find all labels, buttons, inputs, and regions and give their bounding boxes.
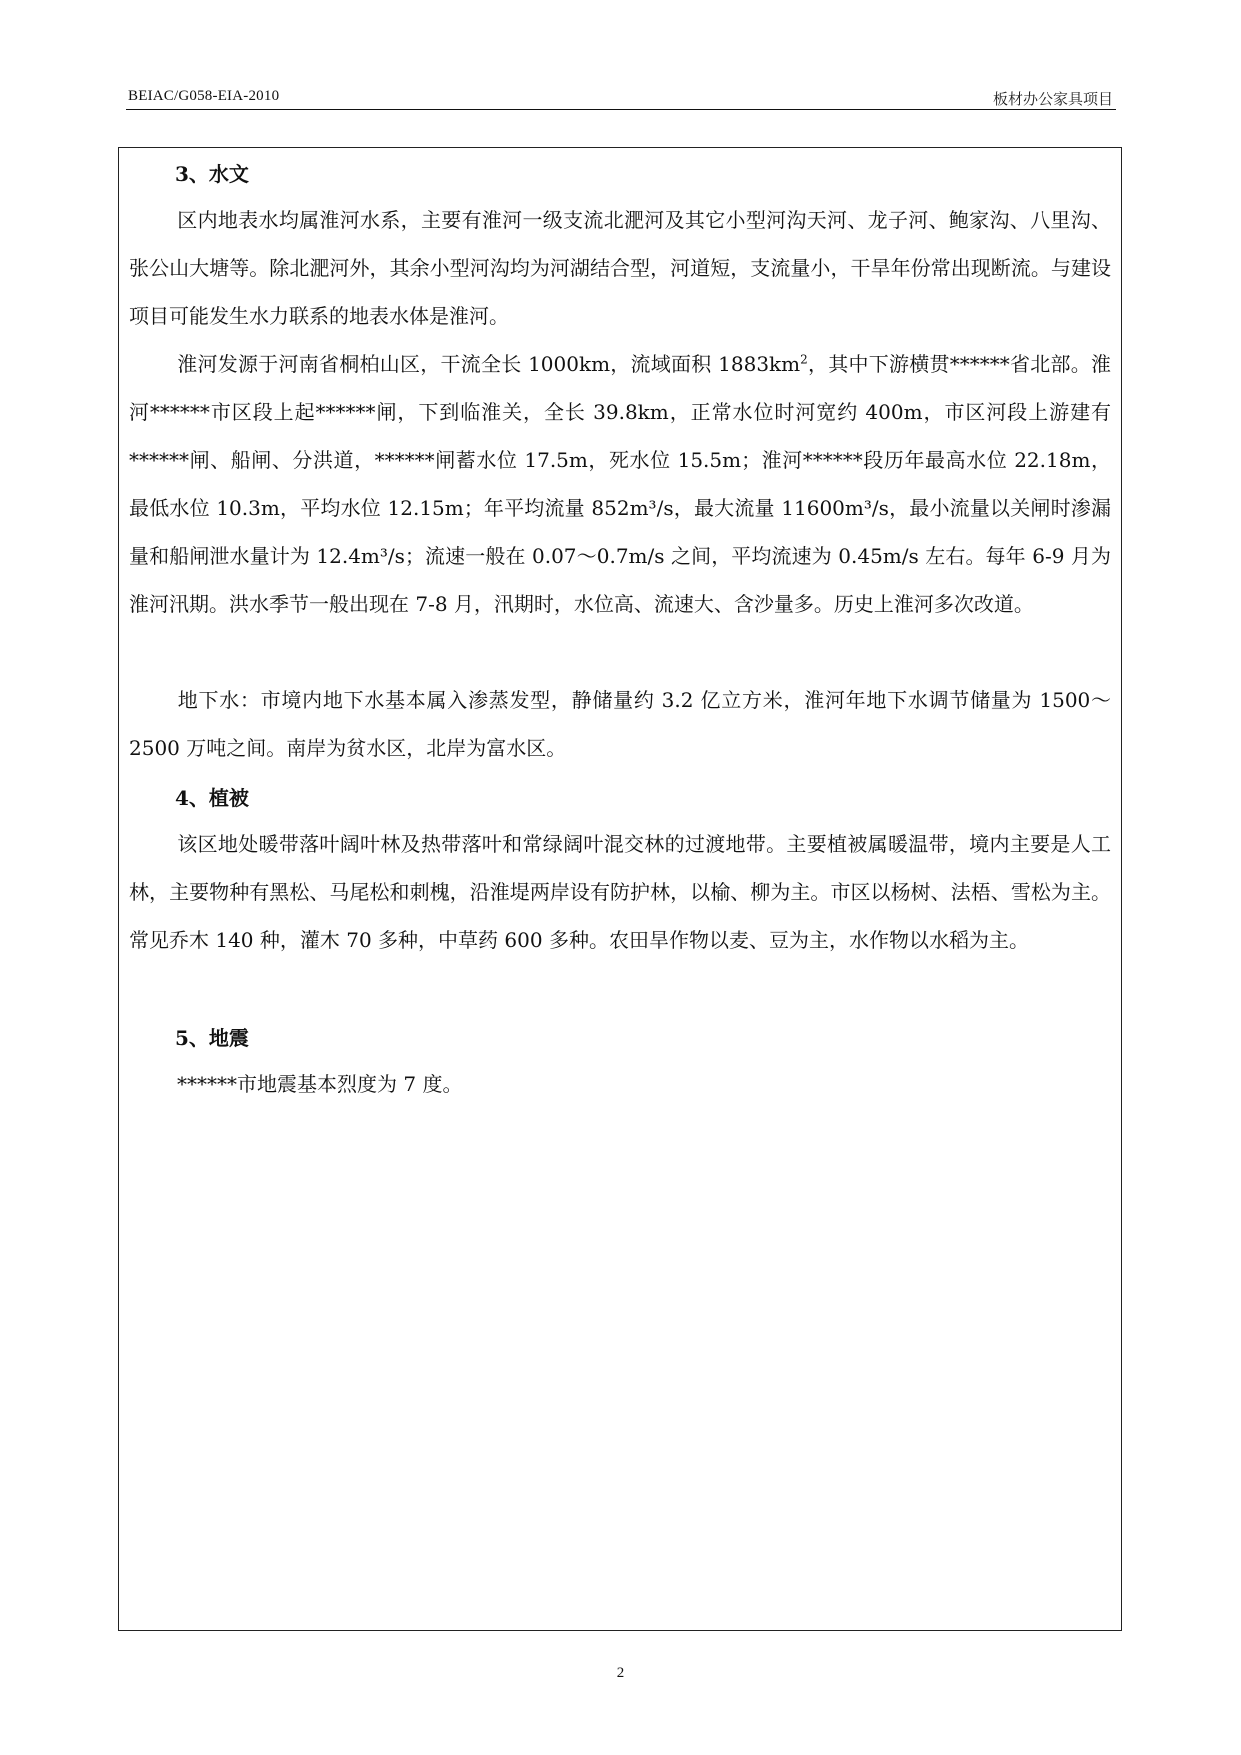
hydrology-p1-text: 区内地表水均属淮河水系，主要有淮河一级支流北淝河及其它小型河沟天河、龙子河、鲍家沟、八里沟、张公山大塘等。除北淝河外，其余小型河沟均为河湖结合型，河道短，支流量小，干旱年份常出现断流。与建设项目可能发生水力联系的地表水体是淮河。 — [129, 208, 1111, 328]
earthquake-p1-text: ******市地震基本烈度为 7 度。 — [177, 1072, 463, 1096]
project-name: 板材办公家具项目 — [992, 90, 1113, 108]
section-hydrology-title: 3、水文 — [175, 162, 249, 186]
hydrology-paragraph-3 — [129, 676, 1111, 772]
hydrology-p3-text: 地下水：市境内地下水基本属入渗蒸发型，静储量约 3.2 亿立方米，淮河年地下水调节储量为 1500～2500 万吨之间。南岸为贫水区，北岸为富水区。 — [129, 688, 1111, 760]
vegetation-paragraph — [129, 820, 1111, 964]
document-code: BEIAC/G058-EIA-2010 — [128, 88, 280, 104]
vegetation-p1-text: 该区地处暖带落叶阔叶林及热带落叶和常绿阔叶混交林的过渡地带。主要植被属暖温带，境内主要是人工林，主要物种有黑松、马尾松和刺槐，沿淮堤两岸设有防护林，以榆、柳为主。市区以杨树、法梧、雪松为主。常见乔木 140 种，灌木 70 多种，中草药 600 多种。农田旱作物以麦、豆为主，水作物以水稻为主。 — [129, 832, 1111, 952]
hydrology-paragraph-1 — [129, 196, 1111, 340]
hydrology-paragraph-2 — [129, 340, 1111, 628]
superscript-2: 2 — [800, 352, 808, 367]
content-frame — [118, 147, 1122, 1631]
hydrology-p2-text-b: ，其中下游横贯******省北部。淮河******市区段上起******闸，下到临淮关，全长 39.8km，正常水位时河宽约 400m，市区河段上游建有******闸、船闸、分洪道，******闸蓄水位 17.5m，死水位 15.5m；淮河******段历年最高水位 22.18m，最低水位 10.3m，平均水位 12.15m；年平均流量 852m³/s，最大流量 11600m³/s，最小流量以关闸时渗漏量和船闸泄水量计为 12.4m³/s；流速一般在 0.07～0.7m/s 之间，平均流速为 0.45m/s 左右。每年 6-9 月为淮河汛期。洪水季节一般出现在 7-8 月，汛期时，水位高、流速大、含沙量多。历史上淮河多次改道。 — [129, 352, 1112, 616]
section-earthquake-title: 5、地震 — [175, 1026, 249, 1050]
header-divider — [126, 109, 1116, 110]
section-vegetation-title: 4、植被 — [175, 786, 249, 810]
earthquake-paragraph — [129, 1060, 1111, 1108]
page-number: 2 — [616, 1665, 625, 1681]
hydrology-p2-text-a: 淮河发源于河南省桐柏山区，干流全长 1000km，流域面积 1883km — [177, 352, 801, 376]
